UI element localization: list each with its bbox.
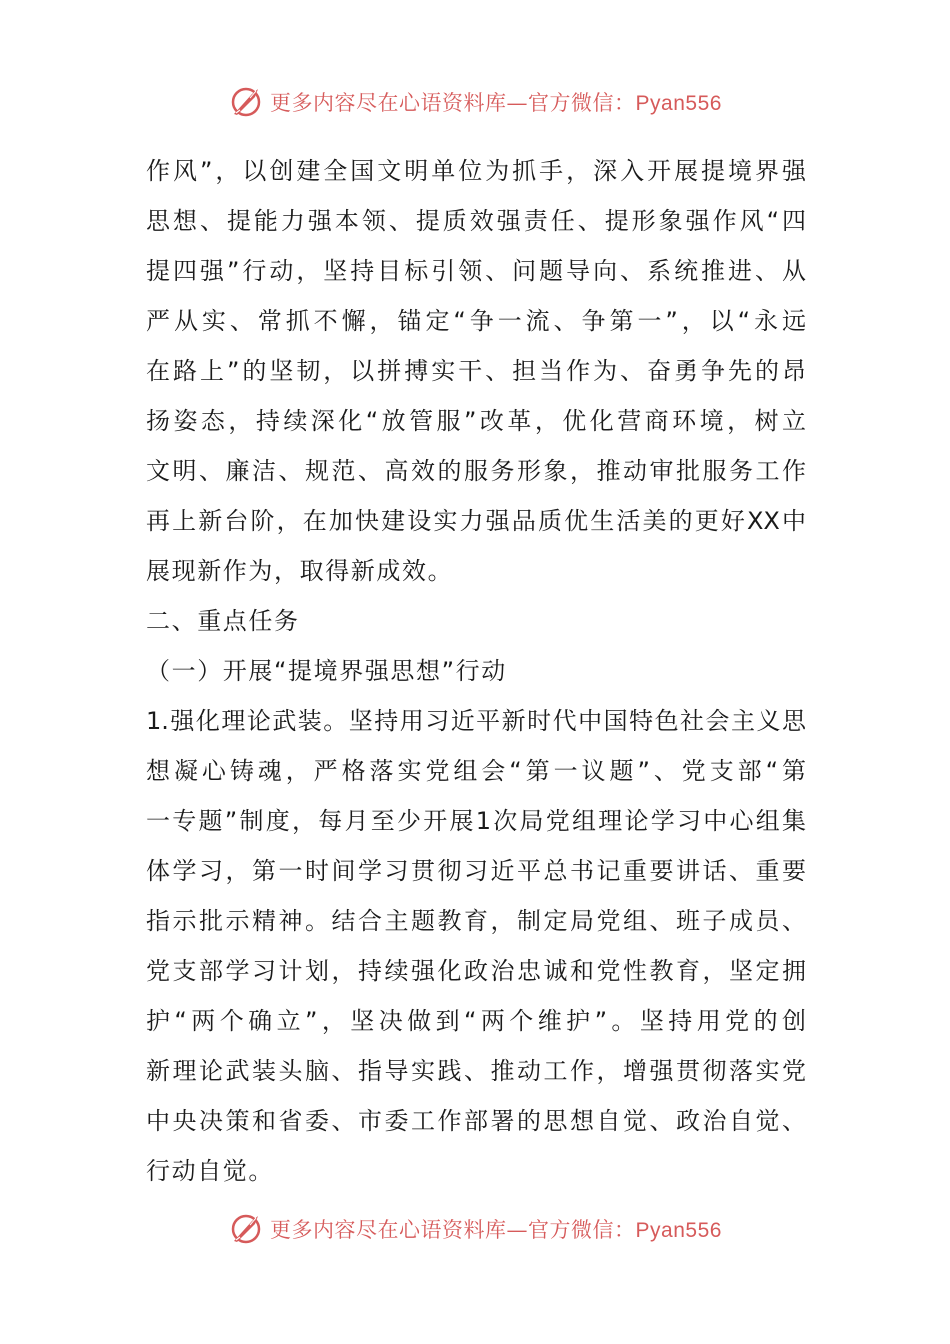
header-watermark-banner [0,82,950,122]
body-line-20: 中央决策和省委、市委工作部署的思想自觉、政治自觉、 [146,1107,806,1135]
body-line-4: 严从实、常抓不懈，锚定“争一流、争第一”，以“永远 [146,307,806,335]
subsection-heading: （一）开展“提境界强思想”行动 [146,657,507,685]
body-line-1: 作风”，以创建全国文明单位为抓手，深入开展提境界强 [146,157,806,185]
body-line-18: 护“两个确立”，坚决做到“两个维护”。坚持用党的创 [146,1007,806,1035]
body-line-21: 行动自觉。 [146,1157,274,1185]
wechat-id: Pyan556 [635,1219,722,1242]
body-line-19: 新理论武装头脑、指导实践、推动工作，增强贯彻落实党 [146,1057,806,1085]
body-line-12: 1.强化理论武装。坚持用习近平新时代中国特色社会主义思 [146,707,806,735]
quill-pen-circle-icon [228,84,264,120]
body-line-5: 在路上”的坚韧，以拼搏实干、担当作为、奋勇争先的昂 [146,357,806,385]
body-line-13: 想凝心铸魂，严格落实党组会“第一议题”、党支部“第 [146,757,806,785]
body-line-2: 思想、提能力强本领、提质效强责任、提形象强作风“四 [146,207,806,235]
body-line-6: 扬姿态，持续深化“放管服”改革，优化营商环境，树立 [146,407,806,435]
body-line-14: 一专题”制度，每月至少开展1次局党组理论学习中心组集 [146,807,806,835]
watermark-text: 更多内容尽在心语资料库—官方微信：Pyan556 [270,91,722,115]
body-line-3: 提四强”行动，坚持目标引领、问题导向、系统推进、从 [146,257,806,285]
body-line-8: 再上新台阶，在加快建设实力强品质优生活美的更好XX中 [146,507,806,535]
body-line-17: 党支部学习计划，持续强化政治忠诚和党性教育，坚定拥 [146,957,806,985]
body-line-7: 文明、廉洁、规范、高效的服务形象，推动审批服务工作 [146,457,806,485]
body-line-16: 指示批示精神。结合主题教育，制定局党组、班子成员、 [146,907,806,935]
watermark-text: 更多内容尽在心语资料库—官方微信：Pyan556 [270,1218,722,1242]
footer-watermark-banner [0,1209,950,1249]
section-heading: 二、重点任务 [146,607,300,635]
wechat-id: Pyan556 [635,92,722,115]
body-line-9: 展现新作为，取得新成效。 [146,557,454,585]
body-line-15: 体学习，第一时间学习贯彻习近平总书记重要讲话、重要 [146,857,806,885]
document-body [146,146,806,1196]
quill-pen-circle-icon [228,1211,264,1247]
